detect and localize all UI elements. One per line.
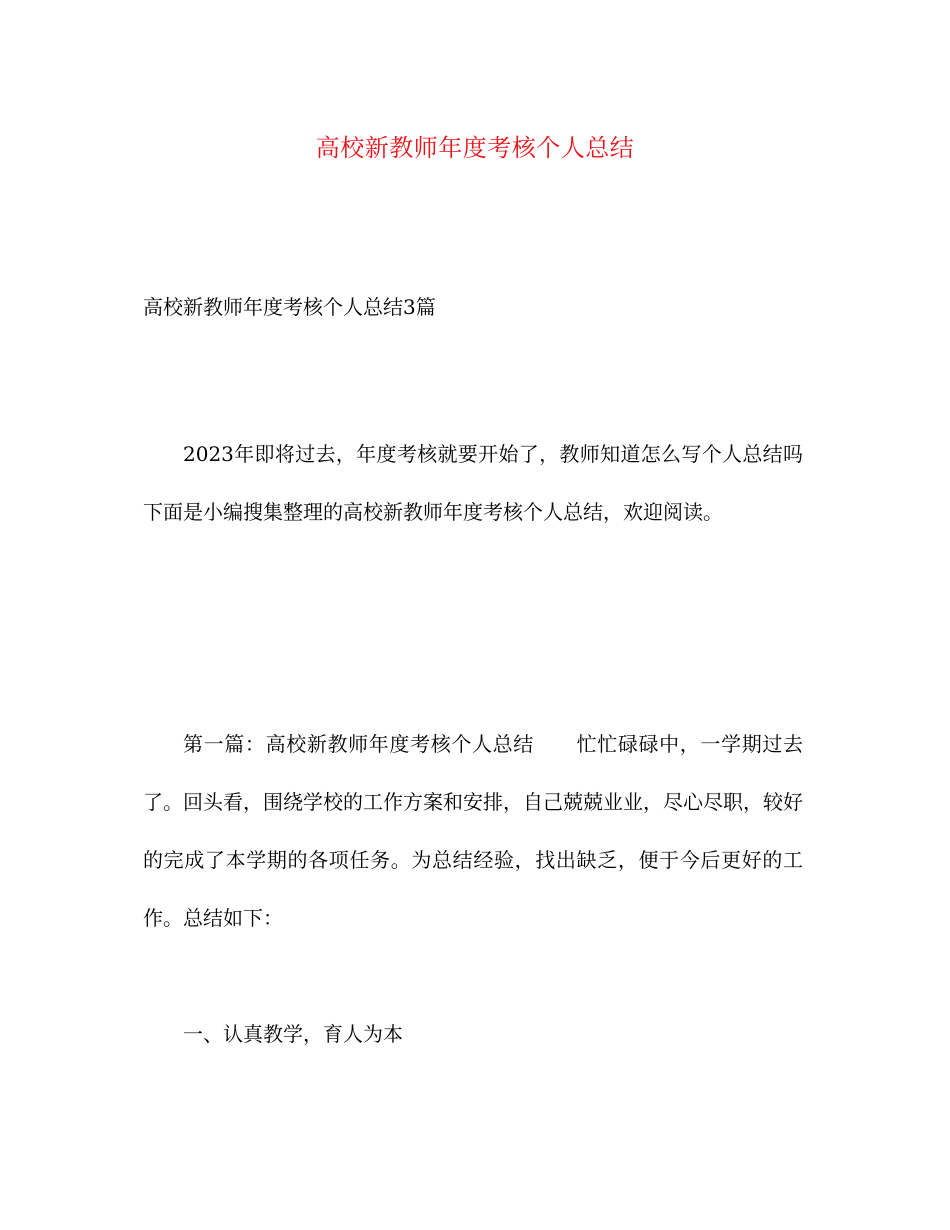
point-one-heading: 一、认真教学，育人为本: [183, 1022, 403, 1046]
section-one-paragraph: [143, 715, 803, 947]
document-subtitle: 高校新教师年度考核个人总结3篇: [143, 295, 436, 319]
intro-paragraph: 2023年即将过去，年度考核就要开始了，教师知道怎么写个人总结吗下面是小编搜集整理的高校新教师年度考核个人总结，欢迎阅读。: [143, 442, 803, 524]
section-one-heading: 第一篇：高校新教师年度考核个人总结: [183, 732, 534, 756]
document-title: 高校新教师年度考核个人总结: [315, 134, 635, 162]
section-one-body: 忙忙碌碌中，一学期过去了。回头看，围绕学校的工作方案和安排，自己兢兢业业，尽心尽职，较好的完成了本学期的各项任务。为总结经验，找出缺乏，便于今后更好的工作。总结如下：: [143, 732, 804, 930]
